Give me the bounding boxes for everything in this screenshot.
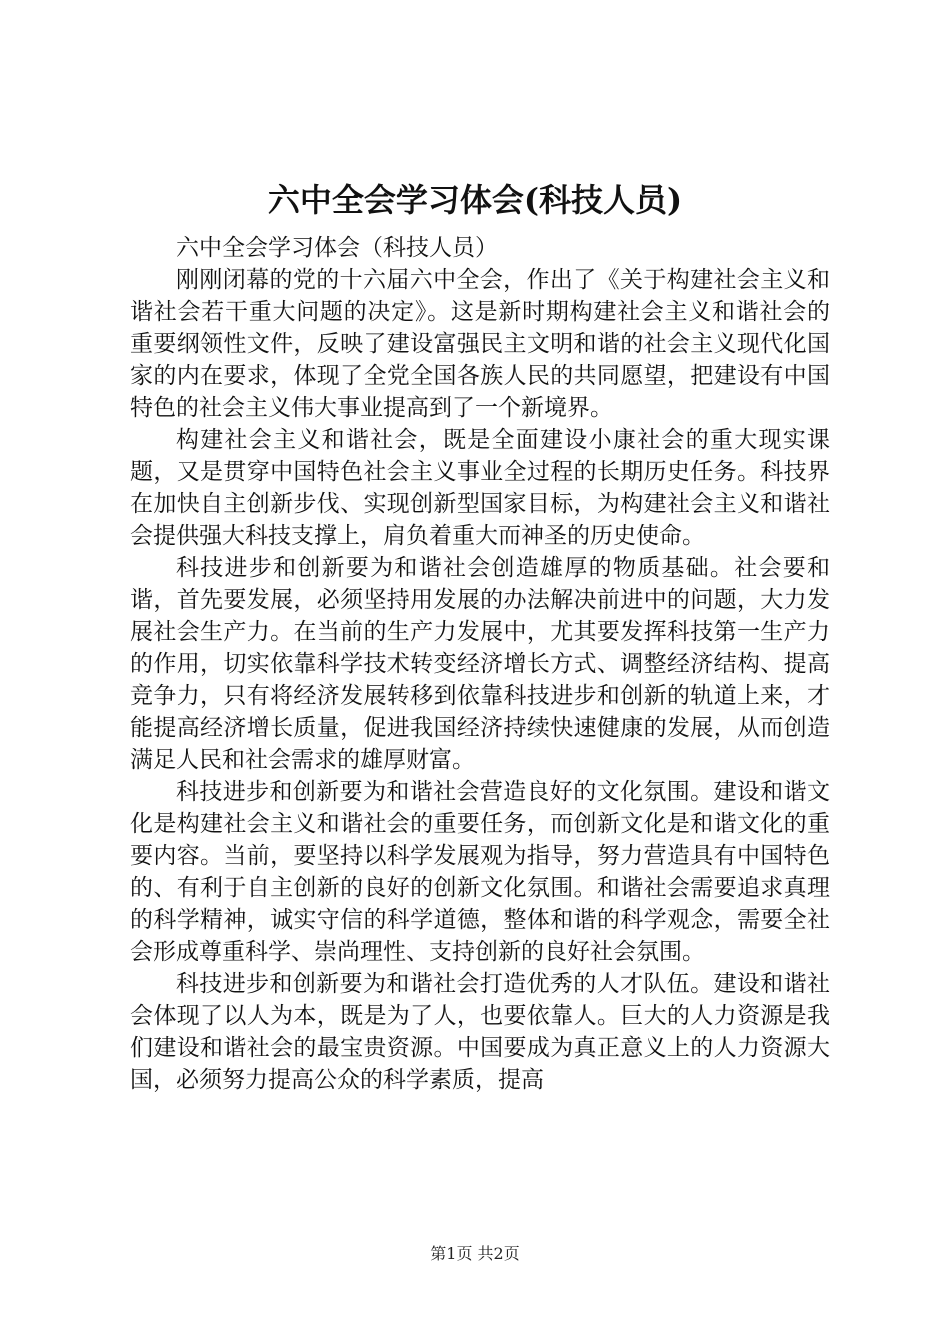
document-title: 六中全会学习体会(科技人员) — [267, 181, 683, 219]
paragraph: 构建社会主义和谐社会，既是全面建设小康社会的重大现实课题，又是贯穿中国特色社会主义事业全过程的长期历史任务。科技界在加快自主创新步伐、实现创新型国家目标，为构建社会主义和谐社会提供强大科技支撑上，肩负着重大而神圣的历史使命。 — [130, 427, 830, 549]
page-footer: 第1页 共2页 — [430, 1244, 520, 1263]
paragraph: 科技进步和创新要为和谐社会打造优秀的人才队伍。建设和谐社会体现了以人为本，既是为了人，也要依靠人。巨大的人力资源是我们建设和谐社会的最宝贵资源。中国要成为真正意义上的人力资源大国，必须努力提高公众的科学素质，提高 — [130, 971, 830, 1093]
paragraph: 科技进步和创新要为和谐社会营造良好的文化氛围。建设和谐文化是构建社会主义和谐社会的重要任务，而创新文化是和谐文化的重要内容。当前，要坚持以科学发展观为指导，努力营造具有中国特色的、有利于自主创新的良好的创新文化氛围。和谐社会需要追求真理的科学精神，诚实守信的科学道德，整体和谐的科学观念，需要全社会形成尊重科学、崇尚理性、支持创新的良好社会氛围。 — [130, 779, 830, 965]
document-body — [130, 232, 830, 1096]
paragraph: 六中全会学习体会（科技人员） — [176, 235, 498, 261]
paragraph: 刚刚闭幕的党的十六届六中全会，作出了《关于构建社会主义和谐社会若干重大问题的决定》。这是新时期构建社会主义和谐社会的重要纲领性文件，反映了建设富强民主文明和谐的社会主义现代化国家的内在要求，体现了全党全国各族人民的共同愿望，把建设有中国特色的社会主义伟大事业提高到了一个新境界。 — [130, 267, 830, 421]
paragraph: 科技进步和创新要为和谐社会创造雄厚的物质基础。社会要和谐，首先要发展，必须坚持用发展的办法解决前进中的问题，大力发展社会生产力。在当前的生产力发展中，尤其要发挥科技第一生产力的作用，切实依靠科学技术转变经济增长方式、调整经济结构、提高竞争力，只有将经济发展转移到依靠科技进步和创新的轨道上来，才能提高经济增长质量，促进我国经济持续快速健康的发展，从而创造满足人民和社会需求的雄厚财富。 — [130, 555, 830, 773]
